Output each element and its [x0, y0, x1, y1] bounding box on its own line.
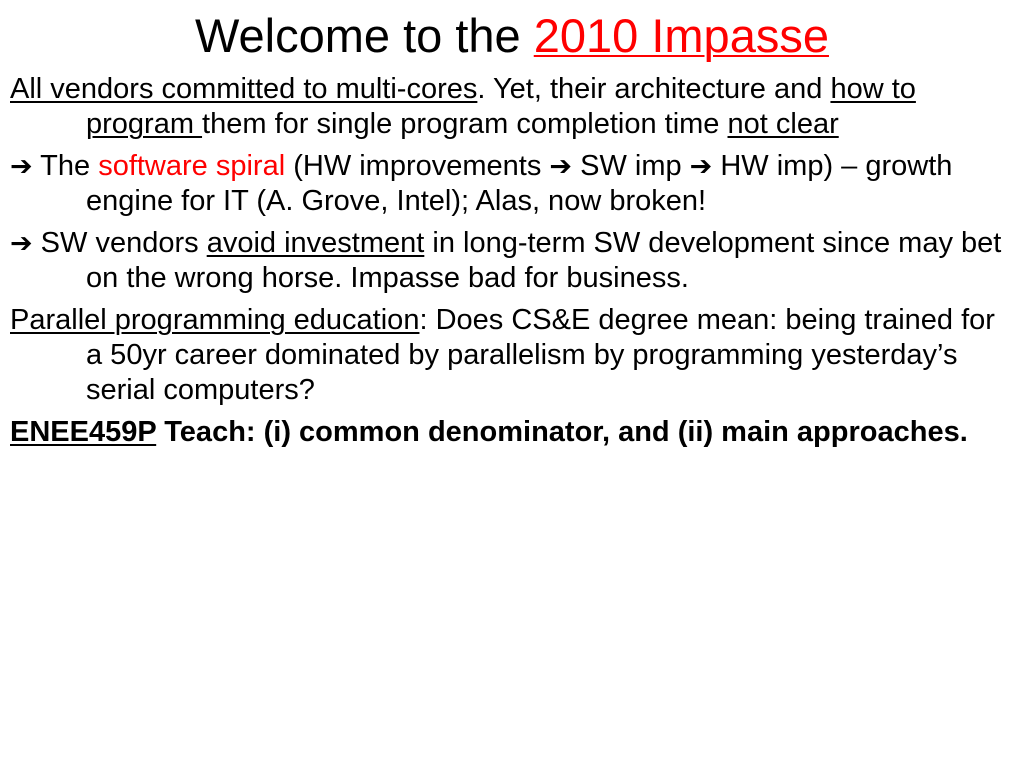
paragraph-software-spiral — [10, 149, 1014, 219]
slide-title — [0, 8, 1024, 64]
text-hw-imp: HW imp) – growth engine for IT (A. Grove, Intel); Alas, now broken! — [86, 150, 953, 217]
underlined-not-clear: not clear — [727, 108, 839, 140]
text-the: The — [32, 150, 99, 182]
text-single-program: them for single program completion time — [202, 108, 728, 140]
text-sw-imp: SW imp — [572, 150, 690, 182]
right-arrow-icon: ➔ — [10, 228, 33, 259]
text-long-term: in long-term SW development since may bet on the wrong horse. Impasse bad for business. — [86, 227, 1002, 294]
paragraph-enee459p — [10, 415, 1014, 450]
paragraph-sw-vendors — [10, 226, 1014, 296]
underlined-how-to-program: how to program — [86, 73, 916, 140]
title-highlight: 2010 Impasse — [533, 9, 829, 62]
slide-body — [10, 72, 1014, 457]
right-arrow-icon: ➔ — [689, 151, 713, 182]
paragraph-education — [10, 303, 1014, 408]
underlined-vendors-committed: All vendors committed to multi-cores — [10, 73, 478, 105]
text-hw-improvements: (HW improvements — [285, 150, 550, 182]
underlined-avoid-investment: avoid investment — [206, 227, 425, 259]
text-sw-vendors: SW vendors — [32, 227, 207, 259]
title-prefix: Welcome to the — [195, 9, 534, 62]
text-cse-degree: : Does CS&E degree mean: being trained for a 50yr career dominated by parallelism by programming yesterday’s serial computers? — [86, 304, 995, 406]
text-architecture: . Yet, their architecture and — [477, 73, 831, 105]
software-spiral-highlight: software spiral — [98, 150, 286, 182]
paragraph-vendors — [10, 72, 1014, 142]
right-arrow-icon: ➔ — [549, 151, 573, 182]
text-teach: Teach: (i) common denominator, and (ii) main approaches. — [156, 416, 968, 448]
right-arrow-icon: ➔ — [10, 151, 33, 182]
underlined-enee459p: ENEE459P — [10, 416, 157, 448]
underlined-parallel-programming-education: Parallel programming education — [10, 304, 420, 336]
